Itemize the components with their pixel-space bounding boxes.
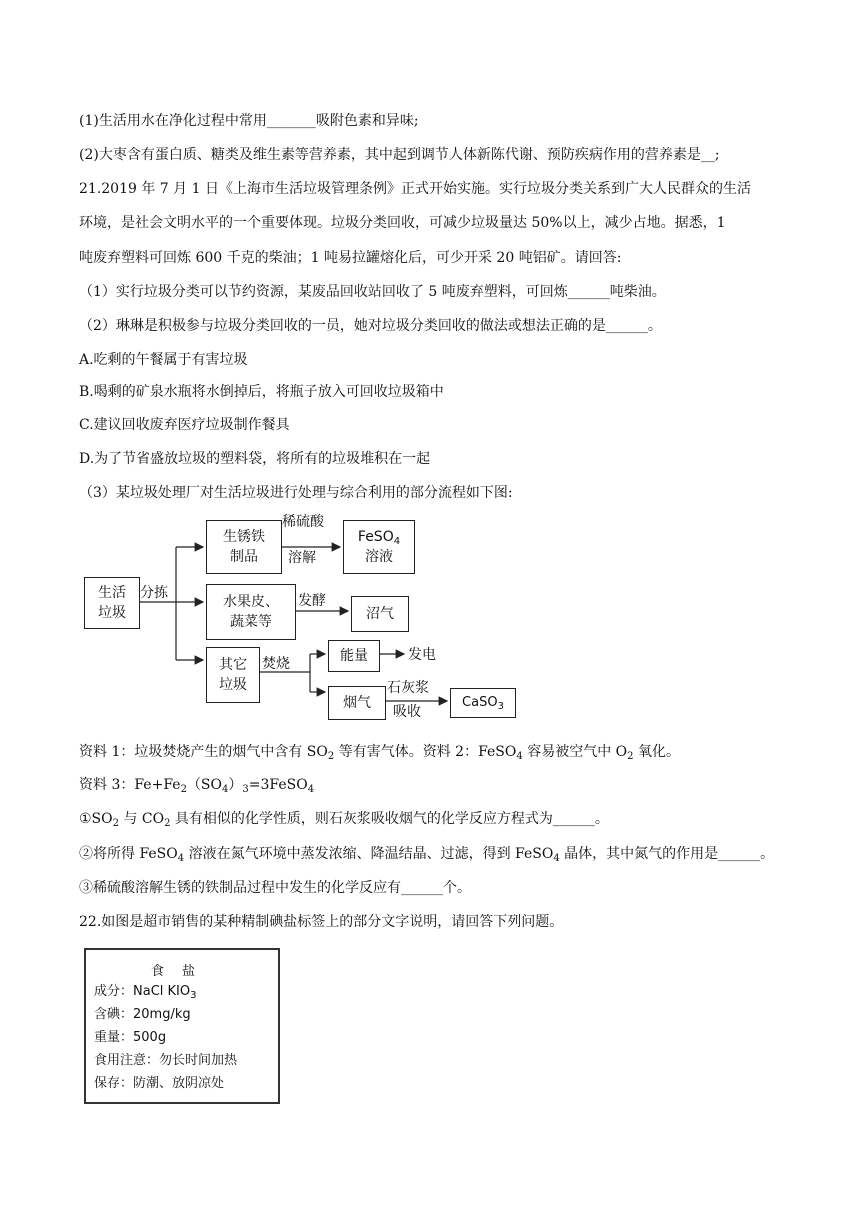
box-rusty-iron-line-2: 制品 <box>230 549 258 565</box>
box-feso4-formula: FeSO$_4$ <box>357 529 401 547</box>
question-21-part-1: （1）实行垃圾分类可以节约资源，某废品回收站回收了 5 吨废弃塑料，可回炼______吨柴油。 <box>79 284 666 300</box>
sub-question-1: $①SO_2$ 与 $CO_2$ 具有相似的化学性质，则石灰浆吸收烟气的化学反应方程式为______。 <box>79 811 609 829</box>
box-other-waste-line-2: 垃圾 <box>219 677 247 693</box>
label-dilute-acid: 稀硫酸 <box>282 514 324 530</box>
salt-composition: 成分：NaCl $KIO_3$ <box>94 984 197 1001</box>
question-21-part-2: （2）琳琳是积极参与垃圾分类回收的一员，她对垃圾分类回收的做法或想法正确的是______。 <box>79 318 662 334</box>
question-21-stem-line-2: 环境，是社会文明水平的一个重要体现。垃圾分类回收，可减少垃圾量达 50%以上，减少占地。据悉，1 <box>79 215 726 231</box>
label-ferment: 发酵 <box>298 593 326 609</box>
box-other-waste-line-1: 其它 <box>219 657 247 673</box>
box-energy <box>328 640 380 672</box>
box-biogas <box>351 596 409 632</box>
box-caso3-formula: CaSO$_3$ <box>462 695 504 712</box>
option-c: C.建议回收废弃医疗垃圾制作餐具 <box>79 417 290 433</box>
box-rusty-iron-line-1: 生锈铁 <box>223 529 265 545</box>
salt-iodine-content: 含碘：20mg/kg <box>94 1007 191 1022</box>
box-flue-gas-label: 烟气 <box>343 695 371 711</box>
salt-storage: 保存：防潮、放阴凉处 <box>94 1076 225 1091</box>
question-20-part-1: (1)生活用水在净化过程中常用_______吸附色素和异味; <box>79 113 419 129</box>
option-b: B.喝剩的矿泉水瓶将水倒掉后，将瓶子放入可回收垃圾箱中 <box>79 384 444 400</box>
box-feso4-solution <box>343 520 415 574</box>
box-fruit-peels-line-2: 蔬菜等 <box>230 614 272 630</box>
label-lime-slurry: 石灰浆 <box>387 680 429 696</box>
box-fruit-peels <box>206 584 296 640</box>
box-household-waste-line-2: 垃圾 <box>98 605 126 621</box>
question-20-part-2: (2)大枣含有蛋白质、糖类及维生素等营养素，其中起到调节人体新陈代谢、预防疾病作用的营养素是__; <box>79 147 720 163</box>
salt-label-title: 食盐 <box>150 964 213 979</box>
sub-question-3: ③稀硫酸溶解生锈的铁制品过程中发生的化学反应有______个。 <box>79 880 471 896</box>
box-household-waste <box>84 577 140 629</box>
salt-weight: 重量：500g <box>94 1030 167 1045</box>
box-household-waste-line-1: 生活 <box>98 585 126 601</box>
label-incinerate: 焚烧 <box>262 656 290 672</box>
question-21-stem-line-1: 21.2019 年 7 月 1 日《上海市生活垃圾管理条例》正式开始实施。实行垃圾分类关系到广大人民群众的生活 <box>79 181 751 197</box>
option-a: A.吃剩的午餐属于有害垃圾 <box>79 352 248 368</box>
resource-3: 资料 3：$Fe+Fe_2(SO_4)_3=3FeSO_4$ <box>79 777 315 795</box>
box-caso3 <box>450 688 516 718</box>
box-fruit-peels-line-1: 水果皮、 <box>223 594 279 610</box>
sub-question-2: ②将所得 FeSO$_4$ 溶液在氮气环境中蒸发浓缩、降温结晶、过滤，得到 FeSO$_4$ 晶体，其中氮气的作用是______。 <box>79 846 775 864</box>
question-22-stem: 22.如图是超市销售的某种精制碘盐标签上的部分文字说明，请回答下列问题。 <box>79 914 564 930</box>
label-sorting: 分拣 <box>140 585 168 601</box>
salt-label-box <box>84 948 280 1104</box>
box-rusty-iron <box>206 520 282 574</box>
box-biogas-label: 沼气 <box>366 606 394 622</box>
question-21-part-3: （3）某垃圾处理厂对生活垃圾进行处理与综合利用的部分流程如下图: <box>79 485 513 501</box>
label-power-generation: 发电 <box>408 647 436 663</box>
salt-usage-notice: 食用注意：勿长时间加热 <box>94 1053 238 1068</box>
box-other-waste <box>206 647 260 703</box>
box-energy-label: 能量 <box>340 648 368 664</box>
question-21-stem-line-3: 吨废弃塑料可回炼 600 千克的柴油；1 吨易拉罐熔化后，可少开采 20 吨铝矿。请回答: <box>79 250 622 266</box>
label-absorb: 吸收 <box>393 704 421 720</box>
box-flue-gas <box>328 686 386 720</box>
resource-1-2: 资料 1：垃圾焚烧产生的烟气中含有 $SO_2$ 等有害气体。资料 2：FeSO$_4$ 容易被空气中 $O_2$ 氧化。 <box>79 744 680 762</box>
option-d: D.为了节省盛放垃圾的塑料袋，将所有的垃圾堆积在一起 <box>79 451 431 467</box>
box-feso4-line-2: 溶液 <box>365 549 393 565</box>
waste-process-flowchart <box>78 512 558 727</box>
label-dissolve: 溶解 <box>288 550 316 566</box>
